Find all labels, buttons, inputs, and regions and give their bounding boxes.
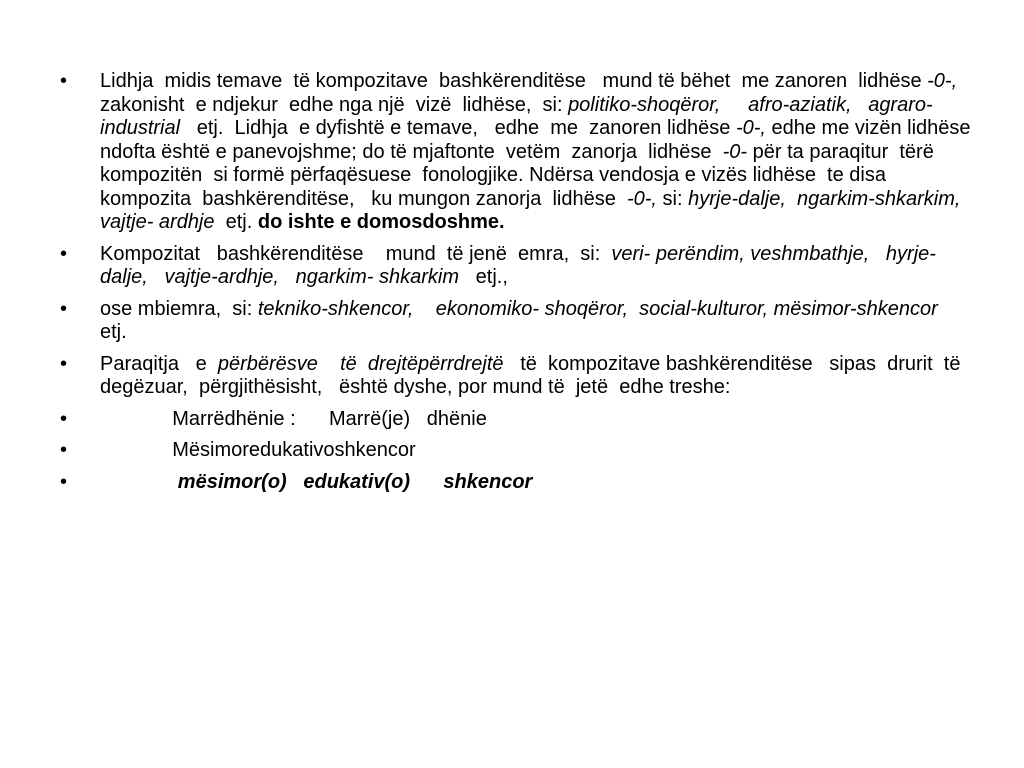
bullet-text-segment: do ishte e domosdoshme. <box>257 211 505 233</box>
bullet-text-segment: si: <box>656 187 689 210</box>
bullet-text-segment: për ta paraqitur tërë kompozitën si formë përfaqësuese fonologjike. Ndërsa vendosja e vizës lidhëse te disa kompozita bashkërenditëse, ku mungon zanorja lidhëse <box>100 140 945 210</box>
bullet-item-1 <box>100 70 989 235</box>
bullet-text-segment: mësimor(o) edukativ(o) shkencor <box>177 470 533 493</box>
bullet-text-segment: Lidhja midis temave të kompozitave bashkërenditëse mund të bëhet me zanoren lidhëse <box>100 70 928 92</box>
bullet-text-segment: edhe me vizën lidhëse ndofta është e panevojshme; do të mjaftonte vetëm zanorja lidhëse <box>100 117 977 163</box>
bullet-item-7 <box>100 471 980 495</box>
bullet-text-segment: Mësimoredukativoshkencor <box>100 439 416 461</box>
bullet-text-segment: hyrje-dalje, ngarkim-shkarkim, vajtje- ardhje <box>100 187 989 233</box>
bullet-text-segment: -0-, <box>626 187 657 210</box>
bullet-text-segment: veri- perëndim, veshmbathje, hyrje-dalje, vajtje-ardhje, ngarkim- shkarkim <box>100 242 936 288</box>
bullet-text-segment: etj. <box>100 297 960 343</box>
bullet-text-segment: etj. <box>214 211 258 233</box>
bullet-text-segment: tekniko-shkencor, ekonomiko- shoqëror, social-kulturor, mësimor-shkencor <box>257 297 938 320</box>
bullet-text-segment: -0-, <box>735 117 766 139</box>
bullet-text-segment: Marrëdhënie : Marrë(je) dhënie <box>100 407 487 430</box>
bullet-item-4 <box>100 353 980 400</box>
bullet-text-segment: të kompozitave bashkërenditëse sipas drurit të degëzuar, përgjithësisht, është dyshe, por mund të jetë edhe treshe: <box>100 352 967 398</box>
bullet-text-segment: -0- <box>722 140 748 163</box>
bullet-text-segment: etj., <box>459 266 508 288</box>
bullet-text-segment: Paraqitja e <box>100 352 218 375</box>
bullet-item-6 <box>100 439 980 463</box>
bullet-text-segment: Kompozitat bashkërenditëse mund të jenë emra, si: <box>100 242 612 265</box>
bullet-text-segment: -0-, <box>927 70 958 92</box>
bullet-item-5 <box>100 408 980 432</box>
bullet-text-segment <box>100 471 178 493</box>
bullet-text-segment: etj. Lidhja e dyfishtë e temave, edhe me zanoren lidhëse <box>180 117 736 139</box>
bullet-list <box>100 70 989 502</box>
bullet-item-2 <box>100 243 980 290</box>
bullet-text-segment: zakonisht e ndjekur edhe nga një vizë lidhëse, si: <box>100 70 963 116</box>
bullet-item-3 <box>100 298 980 345</box>
bullet-text-segment: politiko-shoqëror, afro-aziatik, agraro- industrial <box>100 93 939 139</box>
bullet-text-segment: përbërësve të drejtëpërrdrejtë <box>217 352 504 375</box>
bullet-text-segment: ose mbiemra, si: <box>100 297 258 320</box>
